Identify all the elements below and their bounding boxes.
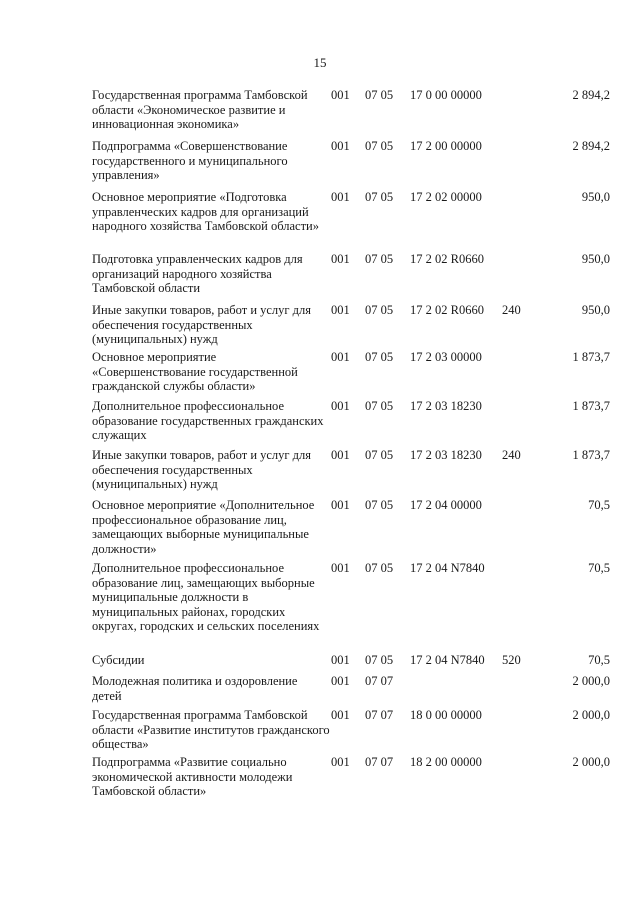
row-sum: 70,5 [588, 561, 610, 575]
row-sum: 950,0 [581, 252, 610, 266]
row-name: Подготовка управленческих кадров для организаций народного хозяйства Тамбовской области [92, 252, 303, 295]
row-csr: 18 2 00 00000 [410, 755, 482, 769]
row-sum: 1 873,7 [572, 399, 610, 413]
row-ved: 001 [331, 190, 350, 204]
row-rz-pr: 07 05 [365, 561, 394, 575]
row-ved: 001 [331, 755, 350, 769]
row-rz-pr: 07 05 [365, 139, 394, 153]
row-csr: 17 2 04 00000 [410, 498, 482, 512]
row-rz-pr: 07 05 [365, 498, 394, 512]
row-csr: 18 0 00 00000 [410, 708, 482, 722]
row-csr: 17 2 03 18230 [410, 448, 482, 462]
row-rz-pr: 07 05 [365, 252, 394, 266]
row-rz-pr: 07 07 [365, 708, 394, 722]
row-ved: 001 [331, 561, 350, 575]
row-ved: 001 [331, 303, 350, 317]
row-csr: 17 2 04 N7840 [410, 561, 485, 575]
page-number: 15 [313, 55, 327, 70]
row-ved: 001 [331, 448, 350, 462]
row-sum: 2 000,0 [572, 708, 610, 722]
row-name: Молодежная политика и оздоровление детей [92, 674, 298, 703]
row-ved: 001 [331, 399, 350, 413]
row-rz-pr: 07 05 [365, 303, 394, 317]
row-sum: 950,0 [581, 303, 610, 317]
row-csr: 17 2 02 00000 [410, 190, 482, 204]
row-name: Государственная программа Тамбовской области «Развитие институтов гражданского общества» [92, 708, 330, 751]
row-name: Субсидии [92, 653, 145, 667]
row-ved: 001 [331, 498, 350, 512]
row-sum: 1 873,7 [572, 448, 610, 462]
row-csr: 17 2 00 00000 [410, 139, 482, 153]
row-name: Основное мероприятие «Совершенствование государственной гражданской службы области» [92, 350, 298, 393]
row-vr: 240 [502, 303, 521, 317]
row-ved: 001 [331, 350, 350, 364]
row-ved: 001 [331, 139, 350, 153]
row-sum: 2 894,2 [572, 139, 610, 153]
row-ved: 001 [331, 252, 350, 266]
row-vr: 520 [502, 653, 521, 667]
row-csr: 17 2 02 R0660 [410, 252, 484, 266]
row-sum: 1 873,7 [572, 350, 610, 364]
row-name: Дополнительное профессиональное образование лиц, замещающих выборные муниципальные должности в муниципальных районах, городских округах, городских и сельских поселениях [92, 561, 320, 633]
row-csr: 17 2 04 N7840 [410, 653, 485, 667]
row-csr: 17 2 03 00000 [410, 350, 482, 364]
row-sum: 70,5 [588, 498, 610, 512]
row-csr: 17 2 03 18230 [410, 399, 482, 413]
row-name: Основное мероприятие «Дополнительное профессиональное образование лиц, замещающих выборные муниципальные должности» [92, 498, 315, 556]
row-csr: 17 0 00 00000 [410, 88, 482, 102]
row-name: Подпрограмма «Развитие социально экономической активности молодежи Тамбовской области» [92, 755, 293, 798]
row-rz-pr: 07 05 [365, 399, 394, 413]
row-ved: 001 [331, 88, 350, 102]
row-rz-pr: 07 05 [365, 190, 394, 204]
row-rz-pr: 07 07 [365, 755, 394, 769]
row-name: Подпрограмма «Совершенствование государственного и муниципального управления» [92, 139, 288, 182]
row-ved: 001 [331, 653, 350, 667]
row-rz-pr: 07 05 [365, 350, 394, 364]
row-ved: 001 [331, 674, 350, 688]
row-sum: 70,5 [588, 653, 610, 667]
row-rz-pr: 07 05 [365, 88, 394, 102]
row-sum: 2 000,0 [572, 755, 610, 769]
row-sum: 2 000,0 [572, 674, 610, 688]
row-name: Иные закупки товаров, работ и услуг для обеспечения государственных (муниципальных) нужд [92, 303, 312, 346]
row-name: Дополнительное профессиональное образование государственных гражданских служащих [92, 399, 324, 442]
row-name: Основное мероприятие «Подготовка управленческих кадров для организаций народного хозяйства Тамбовской области» [92, 190, 319, 233]
row-vr: 240 [502, 448, 521, 462]
row-rz-pr: 07 05 [365, 653, 394, 667]
row-sum: 2 894,2 [572, 88, 610, 102]
row-name: Государственная программа Тамбовской области «Экономическое развитие и инновационная экономика» [92, 88, 308, 131]
row-ved: 001 [331, 708, 350, 722]
row-name: Иные закупки товаров, работ и услуг для обеспечения государственных (муниципальных) нужд [92, 448, 312, 491]
row-csr: 17 2 02 R0660 [410, 303, 484, 317]
row-sum: 950,0 [581, 190, 610, 204]
row-rz-pr: 07 05 [365, 448, 394, 462]
row-rz-pr: 07 07 [365, 674, 394, 688]
